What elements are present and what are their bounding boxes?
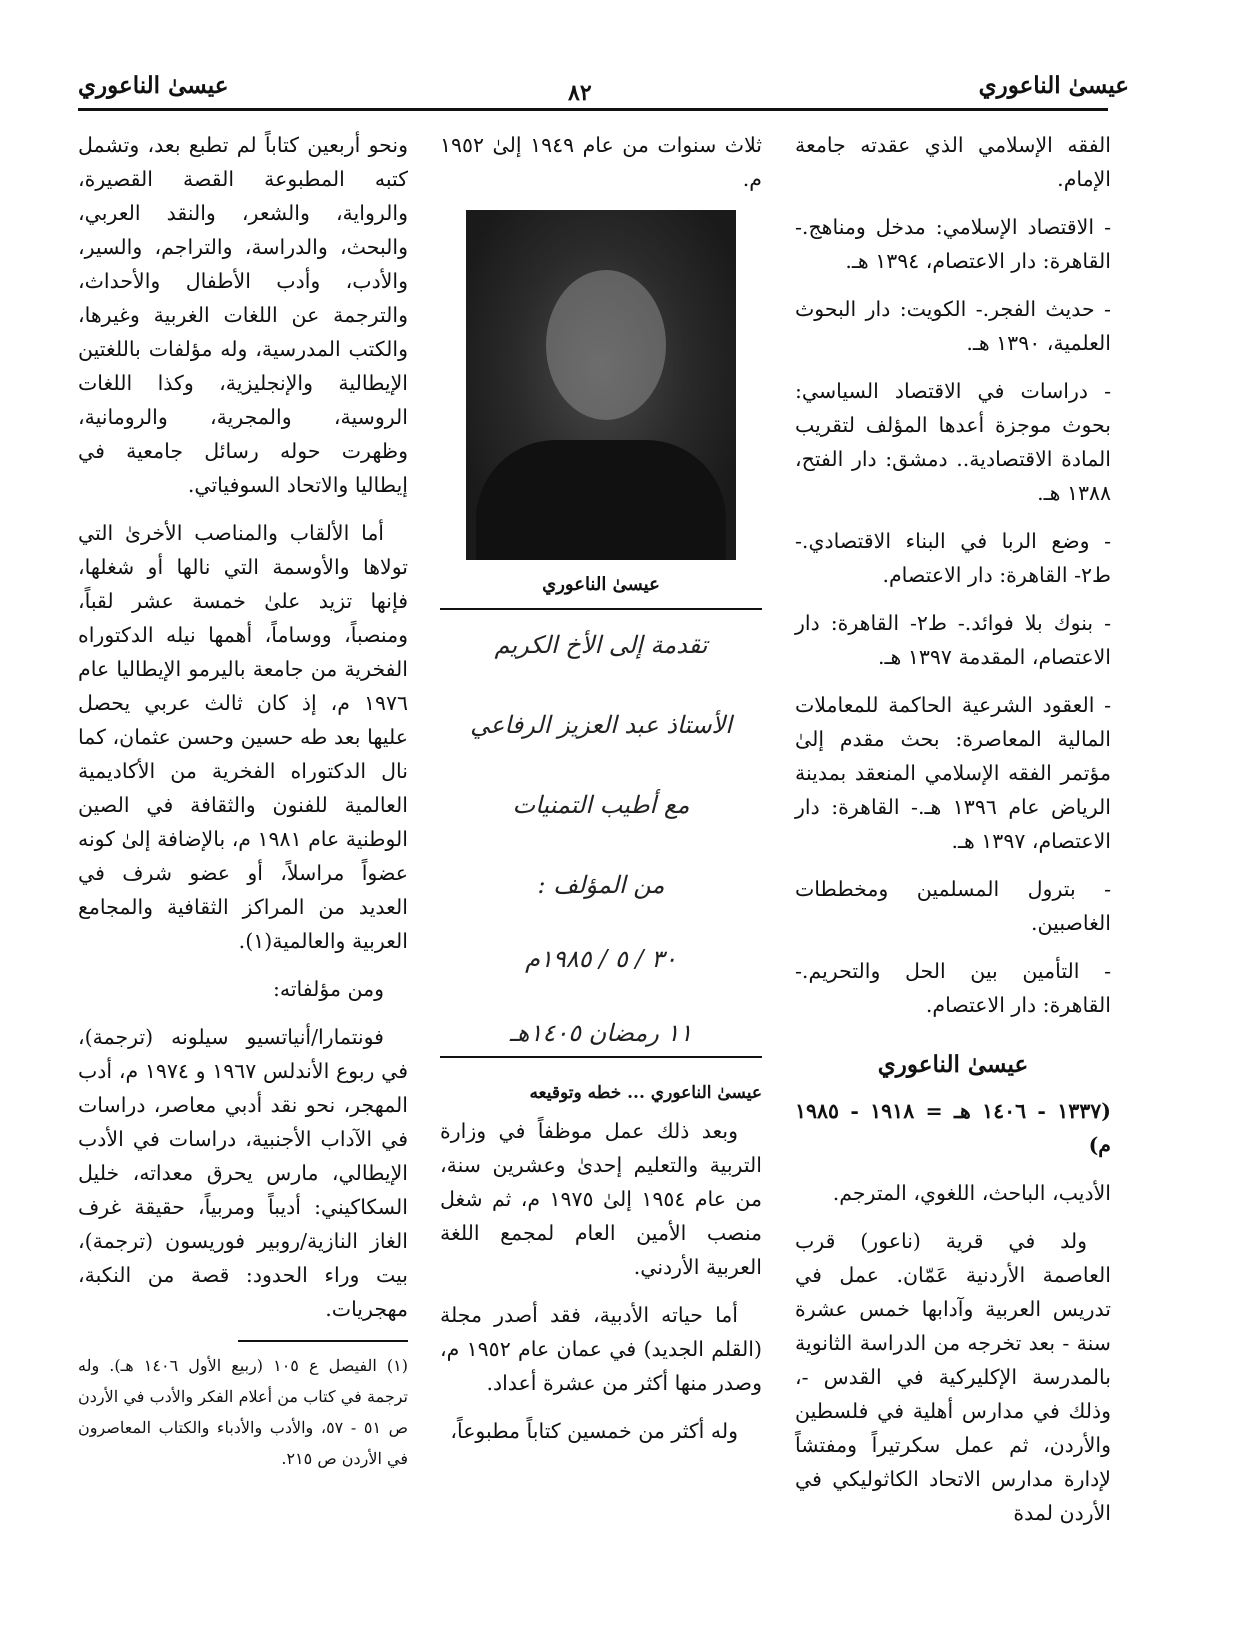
entry-heading: عيسىٰ الناعوري: [877, 1051, 1029, 1078]
handwritten-name: الأستاذ عبد العزيز الرفاعي: [470, 711, 732, 739]
divider: [440, 608, 762, 610]
paragraph: الفقه الإسلامي الذي عقدته جامعة الإمام.: [795, 133, 1111, 191]
list-item: - بترول المسلمين ومخططات الغاصبين.: [795, 877, 1111, 935]
paragraph: أما الألقاب والمناصب الأخرىٰ التي تولاها والأوسمة التي نالها أو شغلها، فإنها تزيد علىٰ خمسة عشر لقباً، ومنصباً، ووساماً، أهمها نيله الدكتوراه الفخرية من جامعة باليرمو الإيطاليا عام ١٩٧٦ م، إذ كان ثالث عربي يحصل عليها بعد طه حسين وحسن عثمان، كما نال الدكتوراه الفخرية من الأكاديمية العالمية للفنون والثقافة في الصين الوطنية عام ١٩٨١ م، بالإضافة إلىٰ كونه عضواً مراسلاً، أو عضو شرف في العديد من المراكز الثقافية والمجامع العربية والعالمية(١).: [77, 521, 408, 953]
paragraph: الأديب، الباحث، اللغوي، المترجم.: [832, 1181, 1111, 1205]
handwritten-date-gregorian: ٣٠ / ٥ / ١٩٨٥م: [525, 945, 677, 973]
list-item: - وضع الربا في البناء الاقتصادي.- ط٢- القاهرة: دار الاعتصام.: [795, 529, 1111, 587]
column-middle: [440, 128, 762, 1462]
handwritten-date-hijri: ١١ رمضان ١٤٠٥هـ: [509, 1019, 693, 1047]
paragraph: ومن مؤلفاته:: [272, 977, 384, 1001]
paragraph: ونحو أربعين كتاباً لم تطبع بعد، وتشمل كتبه المطبوعة القصة القصيرة، والرواية، والشعر، والنقد العربي، والبحث، والدراسة، والتراجم، والسير، والأدب، وأدب الأطفال والأحداث، والترجمة عن اللغات الغربية وغيرها، والكتب المدرسية، وله مؤلفات باللغتين الإيطالية والإنجليزية، وكذا اللغات الروسية، والمجرية، والرومانية، وظهرت حوله رسائل جامعية في إيطاليا والاتحاد السوفياتي.: [78, 133, 408, 497]
portrait-photo: [466, 210, 736, 560]
header-rule: [78, 108, 1108, 111]
page-number: ٨٢: [568, 80, 592, 106]
paragraph: فونتمارا/أنياتسيو سيلونه (ترجمة)، في ربوع الأندلس ١٩٦٧ و ١٩٧٤ م، أدب المهجر، نحو نقد أدبي معاصر، دراسات في الآداب الأجنبية، دراسات في الأدب الإيطالي، مارس يحرق معداته، خليل السكاكيني: أديباً ومربياً، حقيقة غرف الغاز النازية/روبير فوريسون (ترجمة)، بيت وراء الحدود: قصة من النكبة، مهجريات.: [78, 1025, 409, 1321]
list-item: - الاقتصاد الإسلامي: مدخل ومناهج.- القاهرة: دار الاعتصام، ١٣٩٤ هـ.: [795, 215, 1111, 273]
handwritten-wishes: مع أطيب التمنيات: [512, 791, 690, 819]
handwritten-signature: من المؤلف :: [537, 871, 665, 899]
running-header-left: عيسىٰ الناعوري: [78, 72, 229, 99]
footnote-rule: [238, 1340, 408, 1342]
entry-dates: (١٣٣٧ - ١٤٠٦ هـ = ١٩١٨ - ١٩٨٥ م): [795, 1099, 1111, 1157]
photo-caption: عيسىٰ الناعوري: [542, 574, 660, 595]
paragraph: وبعد ذلك عمل موظفاً في وزارة التربية والتعليم إحدىٰ وعشرين سنة، من عام ١٩٥٤ إلىٰ ١٩٧٥ م، ثم شغل منصب الأمين العام لمجمع اللغة العربية الأردني.: [440, 1119, 762, 1279]
column-left: [78, 128, 408, 1474]
list-item: - بنوك بلا فوائد.- ط٢- القاهرة: دار الاعتصام، المقدمة ١٣٩٧ هـ.: [795, 611, 1112, 669]
paragraph: أما حياته الأدبية، فقد أصدر مجلة (القلم الجديد) في عمان عام ١٩٥٢ م، وصدر منها أكثر من عشرة أعداد.: [440, 1303, 762, 1395]
portrait-face: [546, 270, 666, 420]
list-item: - العقود الشرعية الحاكمة للمعاملات المالية المعاصرة: بحث مقدم إلىٰ مؤتمر الفقه الإسلامي المنعقد بمدينة الرياض عام ١٣٩٦ هـ.- القاهرة: دار الاعتصام، ١٣٩٧ هـ.: [795, 693, 1111, 853]
footnote: (١) الفيصل ع ١٠٥ (ربيع الأول ١٤٠٦ هـ). وله ترجمة في كتاب من أعلام الفكر والأدب في الأردن ص ٥١ - ٥٧، والأدب والأدباء والكتاب المعاصرون في الأردن ص ٢١٥.: [78, 1356, 409, 1468]
running-header-right: عيسىٰ الناعوري: [978, 72, 1129, 99]
paragraph: وله أكثر من خمسين كتاباً مطبوعاً،: [450, 1419, 738, 1443]
paragraph: ثلاث سنوات من عام ١٩٤٩ إلىٰ ١٩٥٢ م.: [440, 133, 763, 191]
handwriting-sample: [440, 620, 762, 1050]
paragraph: ولد في قرية (ناعور) قرب العاصمة الأردنية عَمّان. عمل في تدريس العربية وآدابها خمس عشرة سنة - بعد تخرجه من الدراسة الثانوية بالمدرسة الإكليركية في القدس -، وذلك في مدارس أهلية في فلسطين والأردن، ثم عمل سكرتيراً ومفتشاً لإدارة مدارس الاتحاد الكاثوليكي في الأردن لمدة: [795, 1229, 1111, 1525]
portrait-coat: [476, 440, 726, 560]
handwriting-caption: عيسىٰ الناعوري ... خطه وتوقيعه: [529, 1083, 762, 1103]
list-item: - التأمين بين الحل والتحريم.- القاهرة: دار الاعتصام.: [795, 959, 1111, 1017]
list-item: - دراسات في الاقتصاد السياسي: بحوث موجزة أعدها المؤلف لتقريب المادة الاقتصادية.. دمشق: دار الفتح، ١٣٨٨ هـ.: [795, 379, 1111, 505]
column-right: [795, 128, 1111, 1544]
list-item: - حديث الفجر.- الكويت: دار البحوث العلمية، ١٣٩٠ هـ.: [795, 297, 1111, 355]
handwritten-dedication: تقدمة إلى الأخ الكريم: [494, 631, 708, 659]
